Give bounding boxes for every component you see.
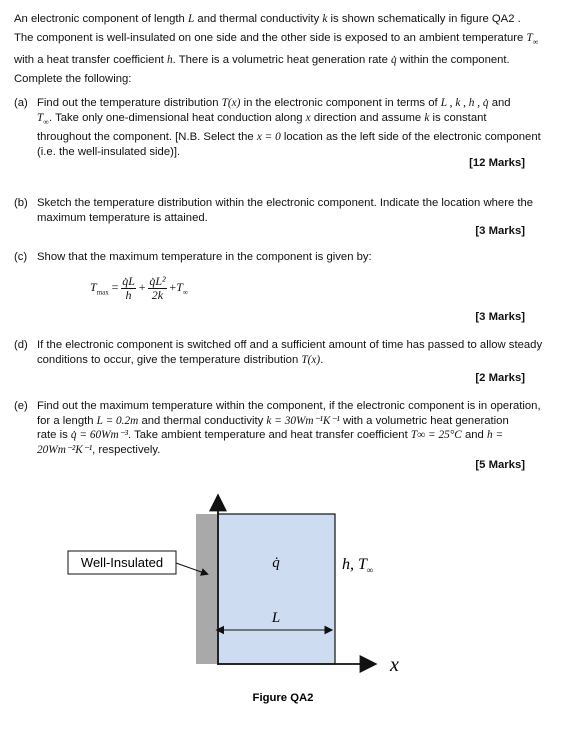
question-label: (d) [14,339,28,351]
question-e-line-1: Find out the maximum temperature within the component, if the electronic component is in operation, [37,400,541,412]
question-c [14,250,564,265]
figure-caption: Figure QA2 [252,692,314,704]
question-e [14,399,564,457]
question-d-line-2 [37,353,564,368]
question-a-line-1 [37,96,564,111]
question-e-line-3 [37,428,564,443]
question-d-line-1: If the electronic component is switched off and a sufficient amount of time has passed to allow steady [37,339,543,351]
value-h: h = [486,429,504,442]
formula-plus: + [169,280,177,295]
subscript-inf: ∞ [532,36,539,46]
intro-paragraph [14,10,562,89]
fraction-denominator: h [125,288,132,302]
figure-qdot-label: q̇ [272,555,280,571]
var-k: k [322,13,328,25]
q-text: and [464,429,484,442]
question-a-line-2 [37,111,564,130]
q-text: throughout the component. [N.B. Select the [37,131,254,144]
question-a [14,96,564,161]
question-label: (e) [14,400,28,412]
intro-text: The component is well-insulated on one side and the other side is exposed to an ambient temperature [14,31,524,44]
question-e-line-4 [37,443,564,458]
value-L: L = 0.2m [96,414,139,427]
question-label: (b) [14,197,28,209]
q-text: is constant [432,112,487,125]
var-k: k [424,112,430,125]
question-e-line-2 [37,414,564,429]
value-h-units: 20Wm⁻²K⁻¹ [37,443,93,456]
q-text: . Take only one-dimensional heat conduction along [49,112,303,125]
formula-max-sub: max [96,288,109,297]
intro-text: An electronic component of length [14,13,185,25]
figure-L-label: L [271,610,281,626]
tmax-formula [90,275,188,302]
intro-line-1 [14,10,562,29]
figure-qa2 [0,485,580,725]
var-x0: x = 0 [256,131,281,144]
q-text: rate is [37,429,68,442]
q-text: direction and assume [313,112,422,125]
question-a-line-3 [37,130,564,145]
var-L: L [187,13,195,25]
var-Tinf: T [37,112,44,125]
formula-inf-sub: ∞ [182,288,188,297]
question-label: (a) [14,97,28,109]
var-qdot: q̇ [391,54,397,67]
fraction-numerator: q̇L² [149,274,166,288]
intro-text: with a heat transfer coefficient [14,54,164,67]
question-b-line-1: Sketch the temperature distribution within the electronic component. Indicate the location where the [37,197,534,209]
question-b-line-2: maximum temperature is attained. [37,212,208,225]
question-label: (c) [14,251,28,263]
var-Tx: T(x) [301,354,321,367]
q-text: . Take ambient temperature and heat transfer coefficient [128,429,408,442]
marks-e: [5 Marks] [475,459,525,471]
marks-b: [3 Marks] [475,225,525,237]
var-x: x [305,112,311,125]
q-text: location as the left side of the electronic component [283,131,541,144]
component-block [218,514,335,664]
var-Tx: T(x) [221,97,241,109]
marks-a: [12 Marks] [469,157,525,169]
question-c-line-1: Show that the maximum temperature in the component is given by: [37,251,372,263]
formula-T: T [90,280,97,295]
q-text: and thermal conductivity [141,414,264,427]
question-d [14,338,564,369]
insulation-layer [196,514,217,664]
fraction-numerator: q̇L [122,274,135,288]
var-Tinf: T [526,31,533,44]
var-h: h [167,54,173,67]
intro-text: within the component. [399,54,510,67]
intro-line-3 [14,51,562,70]
intro-line-2 [14,29,562,52]
fraction-denominator: 2k [151,288,164,302]
formula-plus: + [138,280,146,295]
q-text: Find out the temperature distribution [37,97,219,109]
value-Tinf: T∞ = 25°C [410,429,462,442]
figure-x-label: x [390,654,399,676]
formula-fraction-2 [148,275,166,302]
figure-h-Tinf-label: h, $T_\infty$ [342,556,374,575]
intro-line-4: Complete the following: [14,73,132,86]
intro-text: is shown schematically in figure QA2 . [330,13,521,25]
intro-text: . There is a volumetric heat generation rate [172,54,388,67]
q-text: conditions to occur, give the temperature distribution [37,354,299,367]
value-qdot: q̇ = 60Wm⁻³ [70,429,129,442]
q-text: with a volumetric heat generation [342,414,509,427]
marks-d: [2 Marks] [475,372,525,384]
value-k: k = 30Wm⁻¹K⁻¹ [266,414,340,427]
formula-equals: = [111,280,119,295]
formula-fraction-1 [121,275,136,302]
q-text: . [320,354,324,367]
question-a-line-4: (i.e. the well-insulated side)]. [37,146,181,159]
question-b [14,196,564,227]
q-text: in the electronic component in terms of [243,97,438,109]
q-text: , respectively. [92,443,161,456]
well-insulated-label: Well-Insulated [80,555,164,570]
q-text: and [491,97,511,109]
var-list: L , k , h , q̇ [440,97,489,109]
intro-text: and thermal conductivity [197,13,320,25]
formula-Tinf: T [176,280,183,295]
q-text: for a length [37,414,94,427]
marks-c: [3 Marks] [475,311,525,323]
subscript-inf: ∞ [43,117,49,127]
